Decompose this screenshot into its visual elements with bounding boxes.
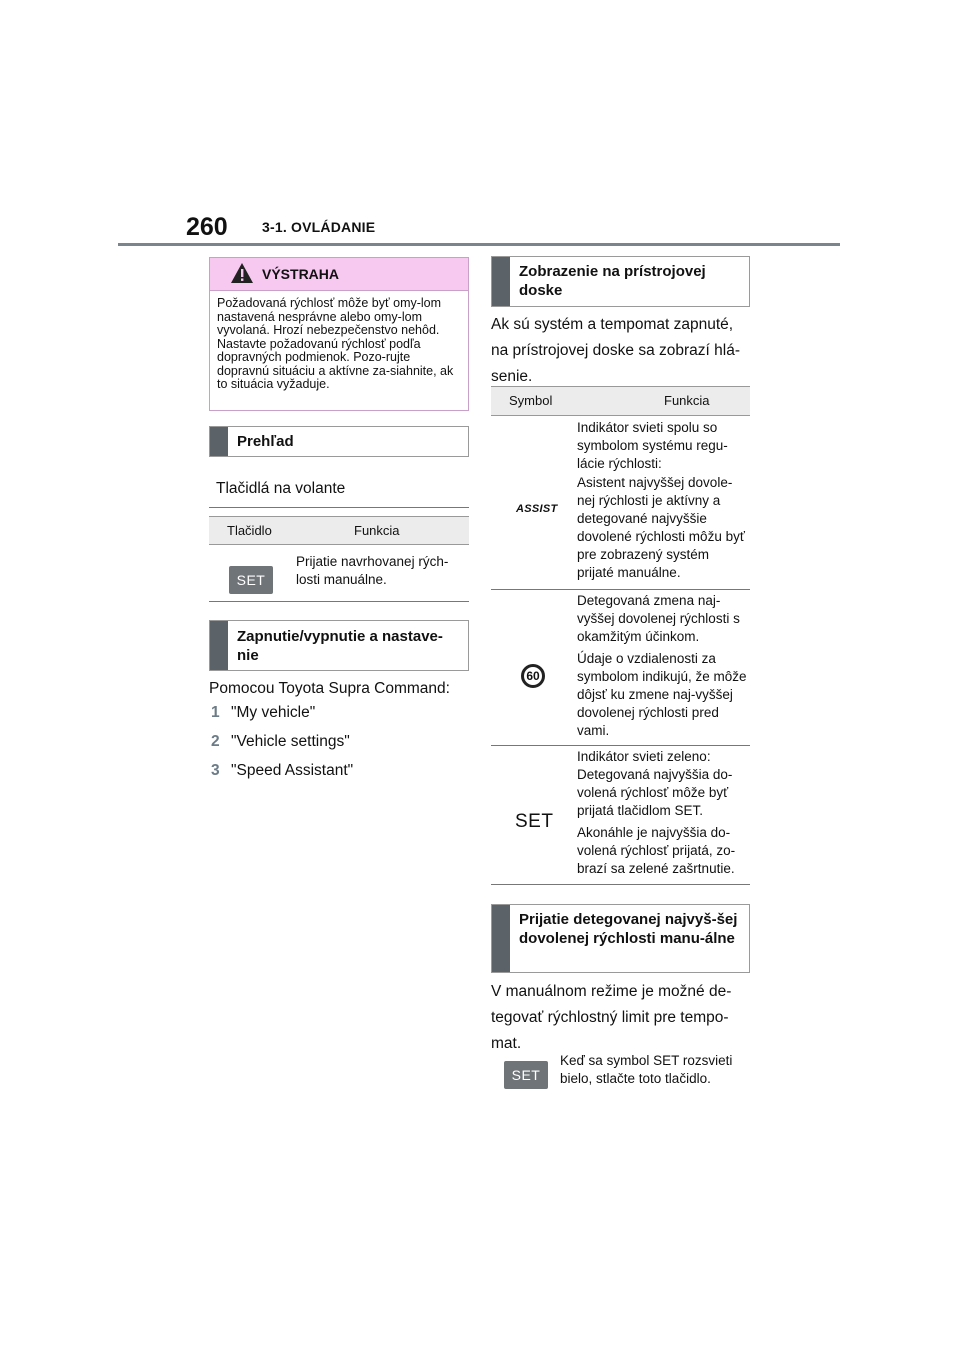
left-table-header	[209, 516, 469, 545]
onoff-heading: Zapnutie/vypnutie a nastave-nie	[209, 620, 469, 671]
header-rule	[118, 243, 840, 246]
accept-text: V manuálnom režime je možné de-tegovať rýchlostný limit pre tempo-mat.	[491, 983, 732, 1052]
set-text-1: Indikátor svieti zeleno: Detegovaná najvyššia do-volená rýchlosť môže byť prijatá tlačidlom SET.	[577, 749, 733, 818]
divider	[209, 601, 469, 602]
assist-symbol: ASSIST	[516, 503, 558, 515]
display-text: Ak sú systém a tempomat zapnuté, na prístrojovej doske sa zobrazí hlá-senie.	[491, 316, 740, 385]
speed-limit-sign-icon: 60	[521, 664, 545, 688]
warning-box	[209, 257, 469, 411]
divider	[491, 589, 750, 590]
set-text-2: Akonáhle je najvyššia do-volená rýchlosť prijatá, zo-brazí sa zelené zašrtnutie.	[577, 825, 736, 876]
accept-heading: Prijatie detegovanej najvyš-šej dovolenej rýchlosti manu-álne	[491, 904, 750, 973]
page-number: 260	[186, 213, 228, 241]
chapter-title: 3-1. OVLÁDANIE	[262, 219, 376, 235]
warning-title: VÝSTRAHA	[262, 266, 340, 282]
steering-buttons-subheading: Tlačidlá na volante	[216, 480, 346, 497]
warning-text: Požadovaná rýchlosť môže byť omy-lom nastavená nesprávne alebo omy-lom vyvolaná. Hrozí nebezpečenstvo nehôd. Nastavte požadovanú rýchlosť podľa dopravných podmienok. Pozo-rujte dopravnú situáciu a aktívne za-siahnite, ak to situácia vyžaduje.	[217, 296, 454, 391]
symbol-table-header	[491, 386, 750, 416]
assist-text-1: Indikátor svieti spolu so symbolom systému regu-lácie rýchlosti:	[577, 420, 728, 471]
overview-heading: Prehľad	[209, 426, 469, 457]
intro-text: Pomocou Toyota Supra Command:	[209, 680, 450, 697]
speed-change-text-1: Detegovaná zmena naj-vyššej dovolenej rýchlosti s okamžitým účinkom.	[577, 593, 740, 644]
col-symbol: Symbol	[509, 393, 553, 408]
col-button: Tlačidlo	[227, 523, 272, 538]
set-function-text: Prijatie navrhovanej rých-losti manuálne.	[296, 554, 449, 587]
set-note: Keď sa symbol SET rozsvieti bielo, stlačte toto tlačidlo.	[560, 1053, 733, 1086]
divider	[491, 884, 750, 885]
warning-icon	[230, 262, 254, 284]
set-button-icon: SET	[504, 1061, 548, 1089]
display-heading: Zobrazenie na prístrojovej doske	[491, 256, 750, 307]
divider	[209, 507, 469, 508]
warning-header	[210, 258, 468, 291]
step-3: 3 "Speed Assistant"	[211, 762, 354, 779]
set-button-icon: SET	[229, 566, 273, 594]
col-function: Funkcia	[664, 393, 710, 408]
divider	[491, 745, 750, 746]
speed-change-text-2: Údaje o vzdialenosti za symbolom indikujú, že môže dôjsť ku zmene naj-vyššej dovolenej rýchlosti pred vami.	[577, 651, 747, 738]
step-2: 2 "Vehicle settings"	[211, 733, 350, 750]
assist-text-2: Asistent najvyššej dovole-nej rýchlosti je aktívny a detegované najvyššie dovolené rýchlosti môžu byť pre zobrazený systém prijaté manuálne.	[577, 475, 745, 580]
set-symbol: SET	[515, 811, 554, 832]
step-1: 1 "My vehicle"	[211, 704, 316, 721]
col-function: Funkcia	[354, 523, 400, 538]
